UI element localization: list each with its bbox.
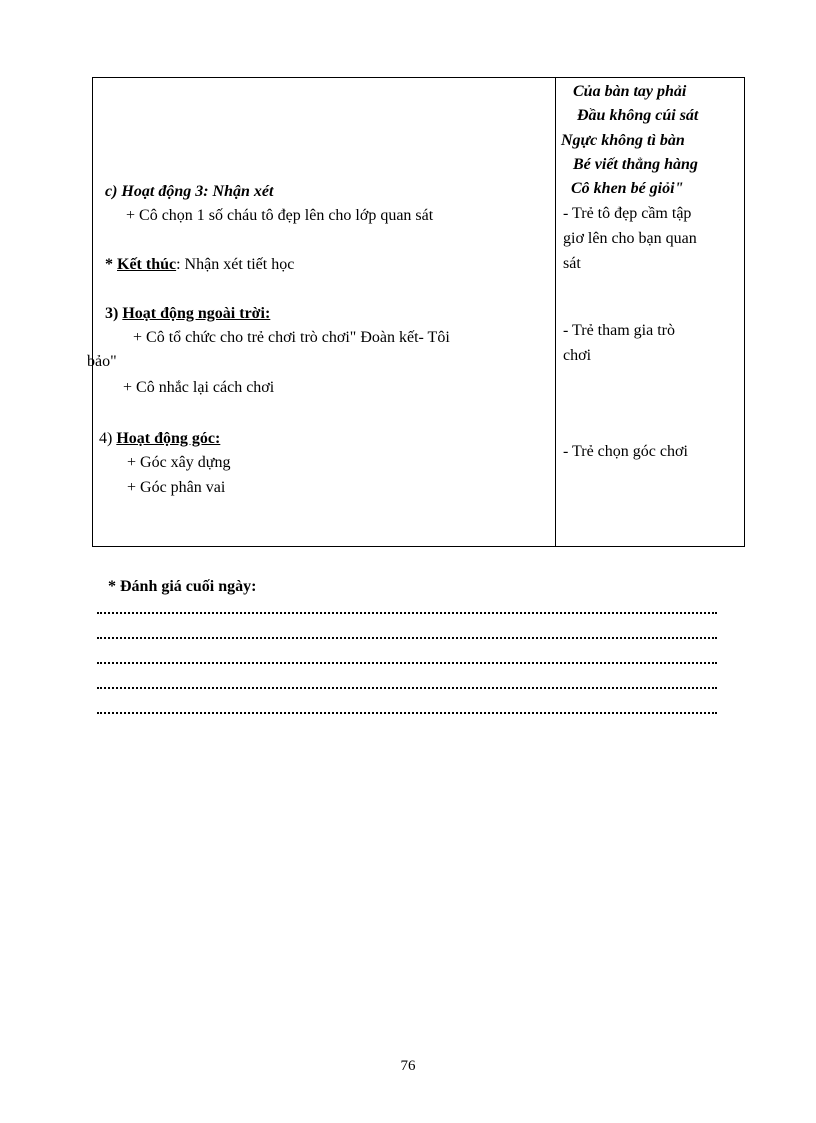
poem-line-2: Đầu không cúi sát bbox=[577, 107, 699, 124]
corner-item-2: + Góc phân vai bbox=[127, 479, 226, 496]
corner-item-1: + Góc xây dựng bbox=[127, 454, 231, 471]
evaluation-heading: * Đánh giá cuối ngày: bbox=[108, 578, 257, 595]
corner-heading: Hoạt động góc: bbox=[116, 430, 221, 447]
evaluation-dotted-line-1 bbox=[97, 608, 717, 614]
corner-heading-row bbox=[99, 429, 220, 449]
evaluation-dotted-line-5 bbox=[97, 708, 717, 714]
outdoor-line-2: bảo" bbox=[87, 353, 117, 370]
outdoor-number: 3) bbox=[105, 305, 119, 322]
poem-line-5: Cô khen bé giỏi" bbox=[571, 180, 684, 197]
response-1-line-2: giơ lên cho bạn quan bbox=[563, 230, 697, 247]
outdoor-heading: Hoạt động ngoài trời: bbox=[122, 305, 271, 322]
evaluation-dotted-line-4 bbox=[97, 683, 717, 689]
corner-number: 4) bbox=[99, 430, 113, 447]
page-number: 76 bbox=[400, 1058, 416, 1074]
response-2-line-1: - Trẻ tham gia trò bbox=[563, 322, 675, 339]
ending-star: * bbox=[105, 256, 117, 273]
ending-row bbox=[105, 255, 294, 275]
poem-line-3: Ngực không tì bàn bbox=[561, 132, 685, 149]
outdoor-heading-row bbox=[105, 304, 270, 324]
poem-line-1: Của bàn tay phải bbox=[573, 83, 687, 100]
response-2-line-2: chơi bbox=[563, 347, 592, 364]
response-3: - Trẻ chọn góc chơi bbox=[563, 443, 688, 460]
ending-text: : Nhận xét tiết học bbox=[176, 256, 295, 273]
outdoor-line-1: + Cô tổ chức cho trẻ chơi trò chơi" Đoàn kết- Tôi bbox=[133, 329, 450, 346]
activity3-text: + Cô chọn 1 số cháu tô đẹp lên cho lớp quan sát bbox=[126, 207, 434, 224]
response-1-line-3: sát bbox=[563, 255, 581, 272]
response-1-line-1: - Trẻ tô đẹp cầm tập bbox=[563, 205, 692, 222]
poem-line-4: Bé viết thẳng hàng bbox=[573, 156, 698, 173]
activity3-heading: c) Hoạt động 3: Nhận xét bbox=[105, 183, 274, 200]
evaluation-dotted-line-2 bbox=[97, 633, 717, 639]
ending-label: Kết thúc bbox=[117, 256, 177, 273]
column-divider bbox=[555, 78, 556, 546]
outdoor-line-3: + Cô nhắc lại cách chơi bbox=[123, 379, 275, 396]
evaluation-dotted-line-3 bbox=[97, 658, 717, 664]
lesson-table bbox=[87, 77, 745, 547]
